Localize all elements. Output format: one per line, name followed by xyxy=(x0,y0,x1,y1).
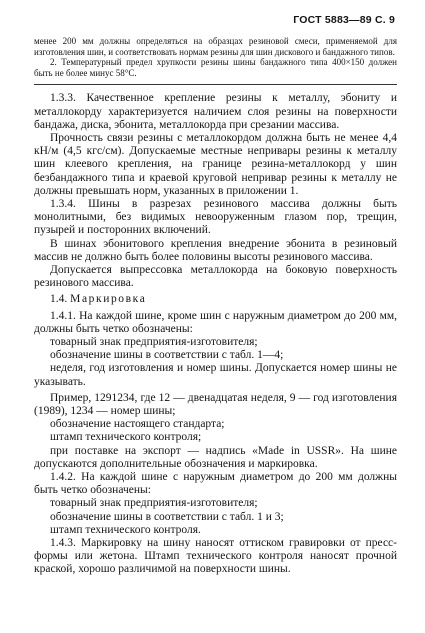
list-item: товарный знак предприятия-изготовителя; xyxy=(50,497,258,510)
footnote-continuation: менее 200 мм должны определяться на образцах резиновой смеси, применяемой для изготовления шин, и соответствовать нормам резины для шин дискового и бандажного типов. xyxy=(34,36,397,57)
paragraph-1-4-2: 1.4.2. На каждой шине с наружным диаметром до 200 мм должны быть четко обозначены: xyxy=(34,471,397,497)
list-item: штамп технического контроля; xyxy=(50,431,202,444)
list-item: обозначение настоящего стандарта; xyxy=(50,418,225,431)
page-header: ГОСТ 5883—89 С. 9 xyxy=(293,14,395,26)
section-number: 1.4. xyxy=(50,293,68,306)
list-item: товарный знак предприятия-изготовителя; xyxy=(50,336,258,349)
paragraph-1-3-4: 1.3.4. Шины в разрезах резинового массива должны быть монолитными, без видимых невооруженным глазом пор, трещин, пузырей и посторонних включений. xyxy=(34,198,397,237)
document-body xyxy=(34,36,397,577)
paragraph-example: Пример, 1291234, где 12 — двенадцатая неделя, 9 — год изготовления (1989), 1234 — номер шины; xyxy=(34,391,397,418)
paragraph-bond-strength: Прочность связи резины с металлокордом должна быть не менее 4,4 кН/м (4,5 кгс/см). Допускаемые местные непривары резины к металлу шин клеевого крепления, на границе резина-металлокорд у шин безбандажного типа и краевой круговой непривар резины к металлу не должны превышать норм, указанных в приложении 1. xyxy=(34,131,397,197)
paragraph-1-4-1: 1.4.1. На каждой шине, кроме шин с наружным диаметром до 200 мм, должны быть четко обозначены: xyxy=(34,309,397,335)
section-heading xyxy=(34,293,397,306)
list-item: штамп технического контроля. xyxy=(50,523,201,536)
paragraph-1-3-3: 1.3.3. Качественное крепление резины к металлу, эбониту и металлокорду характеризуется наличием слоя резины на поверхности бандажа, диска, эбонита, металлокорда при срезании массива. xyxy=(34,92,397,131)
list-item: обозначение шины в соответствии с табл. 1 и 3; xyxy=(50,510,284,523)
section-title: Маркировка xyxy=(70,293,147,306)
footnote-divider xyxy=(34,84,397,85)
footnote-2: 2. Температурный предел хрупкости резины шины бандажного типа 400×150 должен быть не более минус 58°С. xyxy=(34,57,397,78)
paragraph-ebonite: В шинах эбонитового крепления внедрение эбонита в резиновый массив не должно быть более половины высоты резинового массива. xyxy=(34,237,397,263)
list-item: обозначение шины в соответствии с табл. 1—4; xyxy=(50,349,284,362)
paragraph-week: неделя, год изготовления и номер шины. Допускается номер шины не указывать. xyxy=(34,362,397,388)
paragraph-pressing: Допускается выпрессовка металлокорда на боковую поверхность резинового массива. xyxy=(34,264,397,290)
paragraph-export: при поставке на экспорт — надпись «Made in USSR». На шине допускаются дополнительные обозначения и маркировка. xyxy=(34,444,397,470)
paragraph-1-4-3: 1.4.3. Маркировку на шину наносят оттиском гравировки от пресс-формы или жетона. Штамп технического контроля наносят прочной краской, хорошо различимой на поверхности шины. xyxy=(34,537,397,576)
